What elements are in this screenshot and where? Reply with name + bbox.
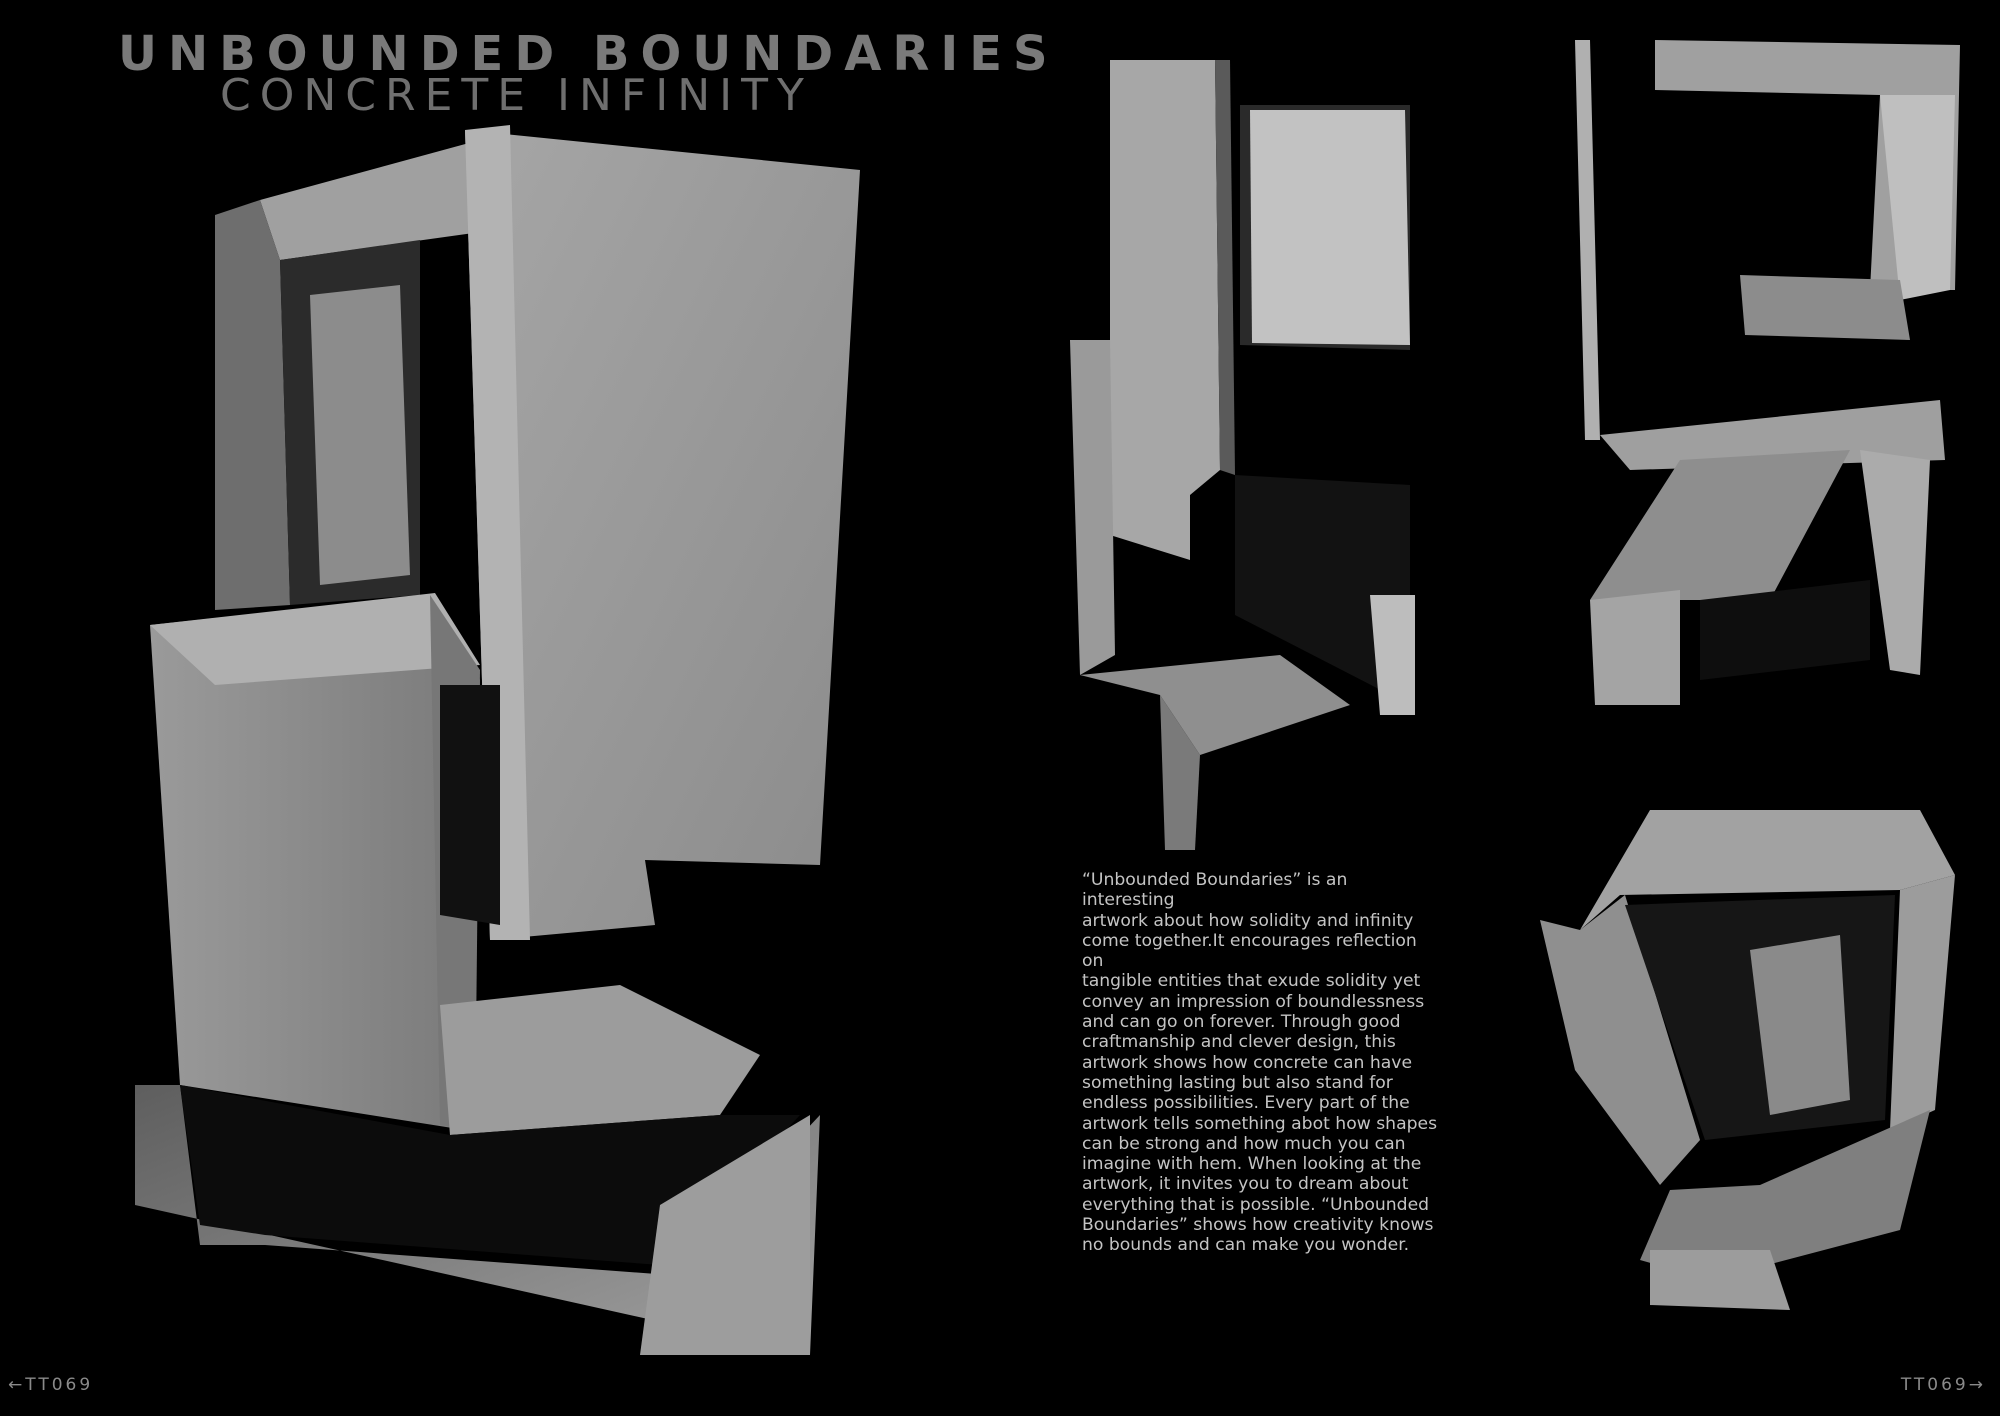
- previous-page-link[interactable]: ←TT069: [8, 1375, 94, 1395]
- middle-sculpture-photo: [1070, 55, 1430, 855]
- next-page-link[interactable]: TT069→: [1900, 1375, 1986, 1395]
- page-title: UNBOUNDED BOUNDARIES: [118, 26, 1059, 82]
- top-right-sculpture-photo: [1570, 40, 1960, 705]
- artwork-description: “Unbounded Boundaries” is an interesting artwork about how solidity and infinity come together.It encourages reflection on tangible entities that exude solidity yet convey an impression of boundlessness and can go on forever. Through good craftmanship and clever design, this artwork shows how concrete can have something lasting but also stand for endless possibilities. Every part of the artwork tells something abot how shapes can be strong and how much you can imagine with hem. When looking at the artwork, it invites you to dream about everything that is possible. “Unbounded Boundaries” shows how creativity knows no bounds and can make you wonder.: [1082, 870, 1438, 1256]
- bottom-right-sculpture-photo: [1540, 810, 1960, 1310]
- page-subtitle: CONCRETE INFINITY: [220, 70, 813, 121]
- main-sculpture-photo: [120, 125, 880, 1380]
